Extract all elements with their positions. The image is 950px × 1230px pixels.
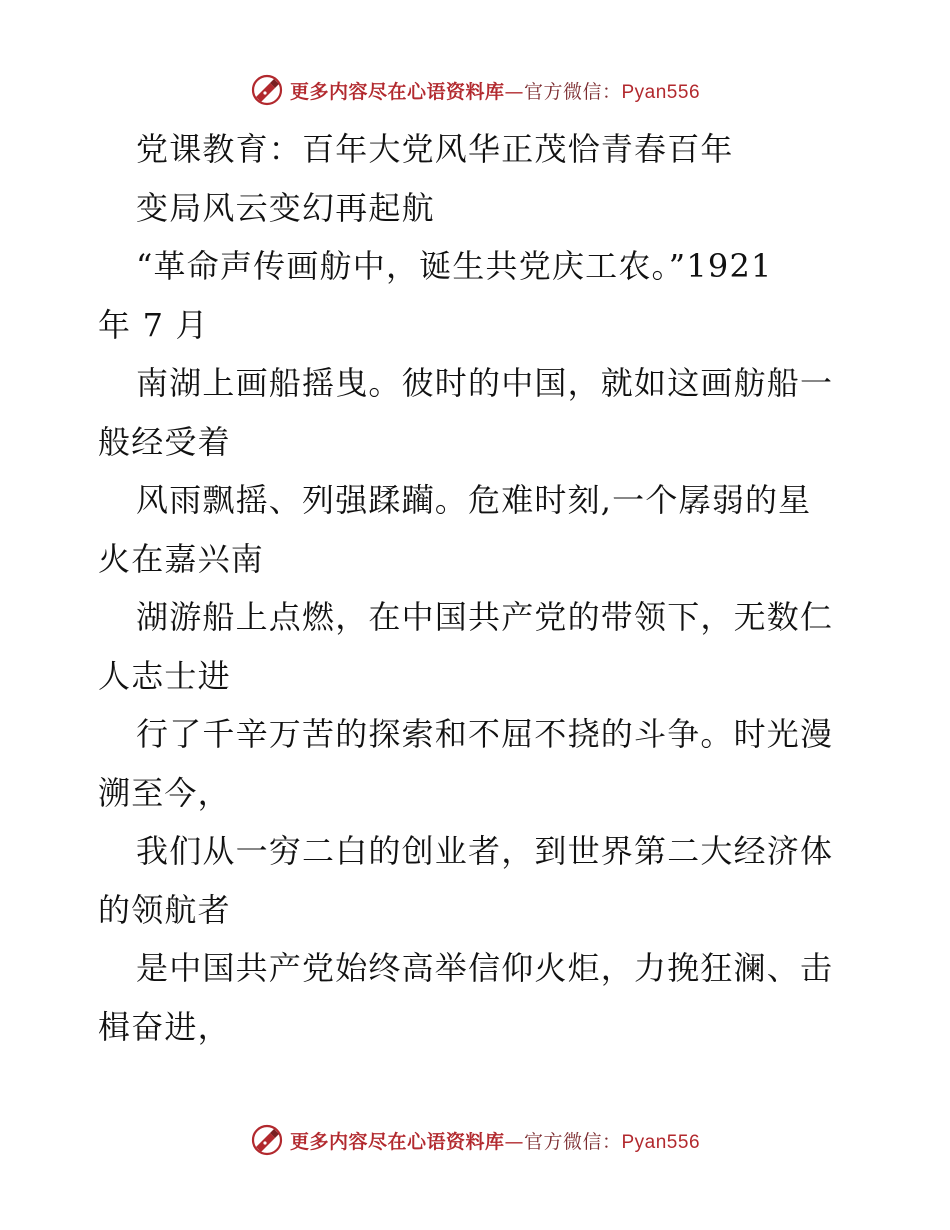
footer-banner bbox=[0, 1120, 950, 1160]
header-banner-inner bbox=[250, 73, 700, 107]
text-line: 溯至今， bbox=[98, 773, 231, 812]
footer-dash: — bbox=[504, 1130, 524, 1153]
pen-nib-logo-icon bbox=[250, 1123, 284, 1157]
header-banner-text bbox=[290, 77, 700, 104]
footer-site-text: 更多内容尽在心语资料库 bbox=[289, 1130, 505, 1153]
footer-banner-inner bbox=[250, 1123, 700, 1157]
header-wechat-label: 官方微信： bbox=[523, 80, 622, 103]
text-line: 行了千辛万苦的探索和不屈不挠的斗争。时光漫 bbox=[136, 715, 834, 753]
header-banner bbox=[0, 70, 950, 110]
text-line: 的领航者 bbox=[98, 890, 231, 929]
footer-wechat-label: 官方微信： bbox=[523, 1130, 622, 1153]
text-line: 我们从一穷二白的创业者，到世界第二大经济体 bbox=[136, 832, 834, 870]
header-site-text: 更多内容尽在心语资料库 bbox=[289, 80, 505, 103]
text-line: 火在嘉兴南 bbox=[98, 539, 265, 578]
text-line: 变局风云变幻再起航 bbox=[136, 188, 435, 227]
header-dash: — bbox=[504, 80, 524, 103]
text-line: 是中国共产党始终高举信仰火炬，力挽狂澜、击 bbox=[136, 949, 834, 987]
text-line: 楫奋进， bbox=[98, 1007, 231, 1046]
text-line: 风雨飘摇、列强蹂躏。危难时刻,一个孱弱的星 bbox=[136, 481, 812, 519]
document-body bbox=[98, 120, 858, 1056]
text-line: 年 7 月 bbox=[98, 305, 209, 344]
text-line: 人志士进 bbox=[98, 656, 231, 695]
footer-banner-text bbox=[290, 1127, 700, 1154]
text-line: 湖游船上点燃，在中国共产党的带领下，无数仁 bbox=[136, 598, 834, 636]
text-line: 南湖上画船摇曳。彼时的中国，就如这画舫船一 bbox=[136, 364, 834, 402]
text-line: 党课教育：百年大党风华正茂恰青春百年 bbox=[136, 130, 734, 168]
text-line: 般经受着 bbox=[98, 422, 231, 461]
header-wechat-handle: Pyan556 bbox=[621, 81, 701, 103]
pen-nib-logo-icon bbox=[250, 73, 284, 107]
text-line: “革命声传画舫中，诞生共党庆工农。”1921 bbox=[136, 247, 773, 285]
footer-wechat-handle: Pyan556 bbox=[621, 1131, 701, 1153]
